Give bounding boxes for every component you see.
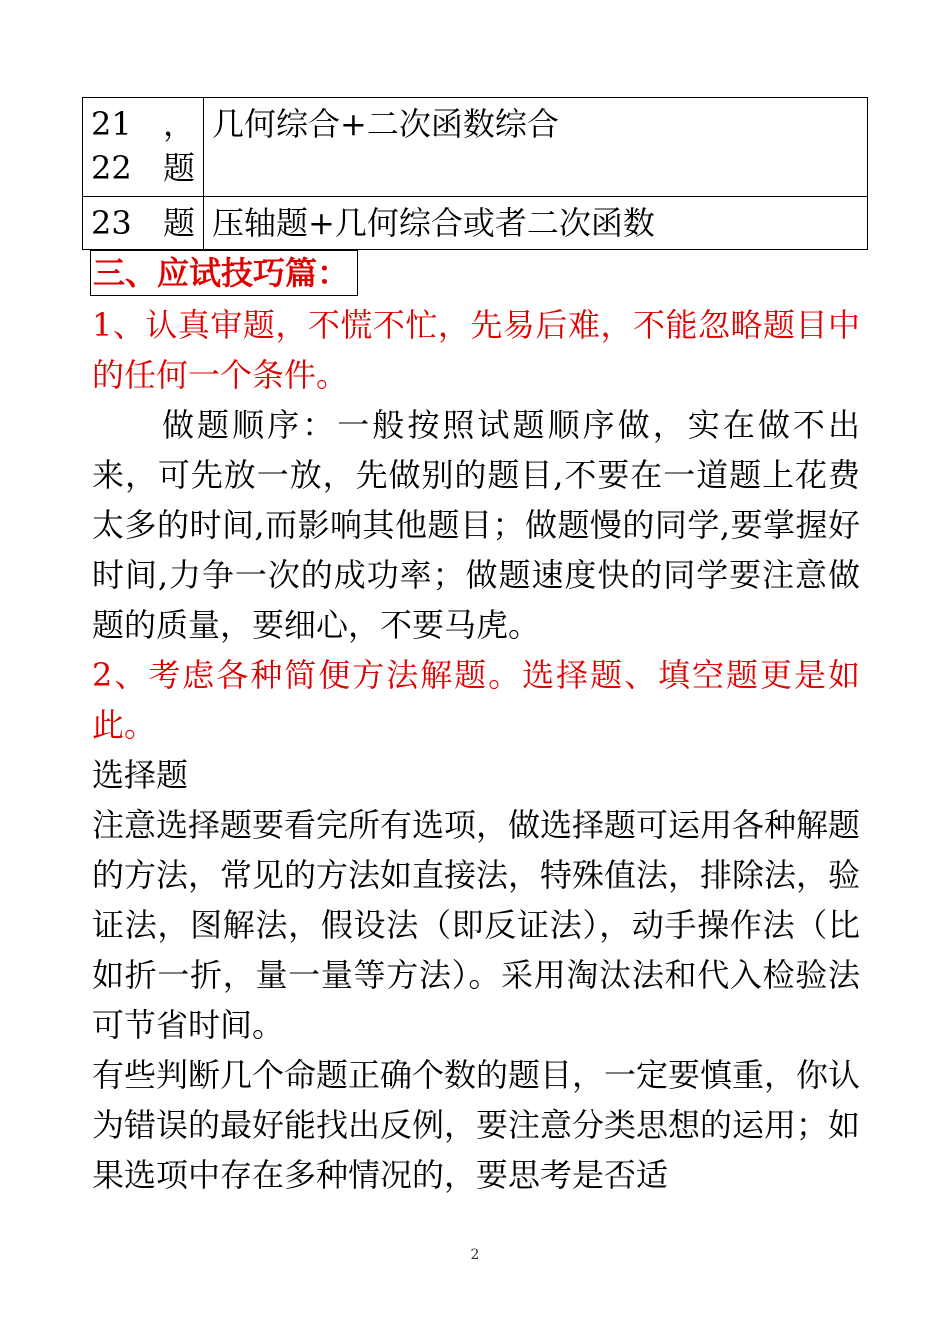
section-title: 三、应试技巧篇： bbox=[90, 250, 358, 296]
topic-cell: 压轴题+几何综合或者二次函数 bbox=[204, 197, 868, 250]
paragraph-propositions: 有些判断几个命题正确个数的题目，一定要慎重，你认为错误的最好能找出反例，要注意分类思想的运用；如果选项中存在多种情况的，要思考是否适 bbox=[92, 1056, 861, 1194]
question-number-cell: 23题 bbox=[83, 197, 204, 250]
topic-table bbox=[82, 97, 868, 250]
table-row bbox=[83, 197, 868, 250]
document-body bbox=[92, 250, 860, 1200]
question-number-cell: 21，22题 bbox=[83, 98, 204, 197]
tip-heading-2: 2、考虑各种简便方法解题。选择题、填空题更是如此。 bbox=[92, 656, 860, 744]
paragraph-order: 做题顺序：一般按照试题顺序做，实在做不出来，可先放一放，先做别的题目,不要在一道题上花费太多的时间,而影响其他题目；做题慢的同学,要掌握好时间,力争一次的成功率；做题速度快的同学要注意做题的质量，要细心，不要马虎。 bbox=[92, 406, 860, 644]
subheading-choice: 选择题 bbox=[92, 756, 189, 794]
tip-heading-1: 1、认真审题，不慌不忙，先易后难，不能忽略题目中的任何一个条件。 bbox=[92, 306, 860, 394]
table-row bbox=[83, 98, 868, 197]
paragraph-choice-methods: 注意选择题要看完所有选项，做选择题可运用各种解题的方法，常见的方法如直接法，特殊值法，排除法，验证法，图解法，假设法（即反证法），动手操作法（比如折一折，量一量等方法）。采用淘汰法和代入检验法可节省时间。 bbox=[92, 806, 861, 1044]
page-number: 2 bbox=[470, 1247, 480, 1263]
topic-cell: 几何综合+二次函数综合 bbox=[204, 98, 868, 197]
